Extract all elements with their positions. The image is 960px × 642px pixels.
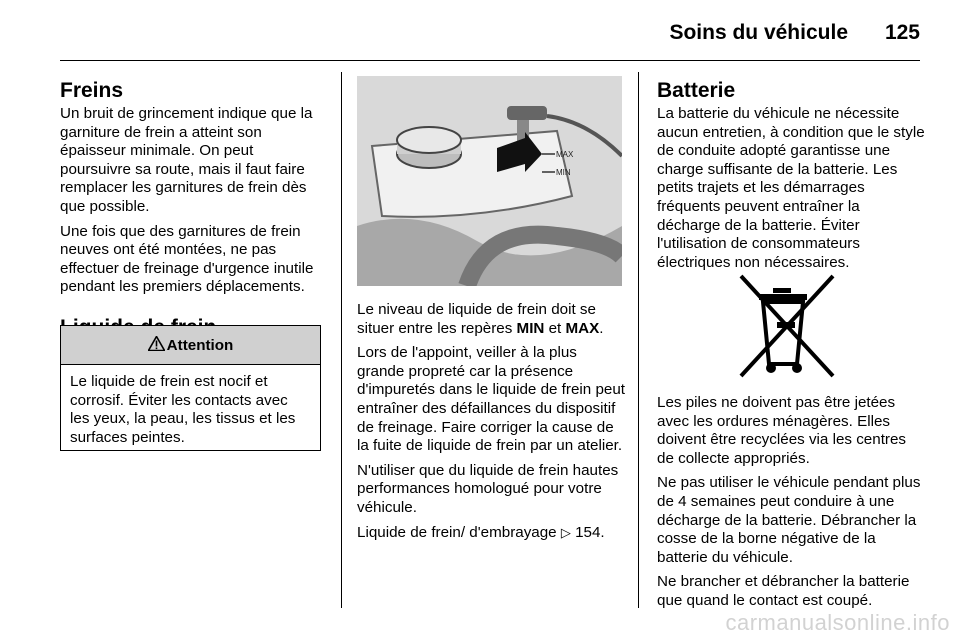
warning-header [61,326,320,365]
brake-level-paragraph: Le niveau de liquide de frein doit se situer entre les repères MIN et MAX. [357,301,604,337]
brake-fluid-reservoir-photo [357,76,622,286]
middle-column [357,301,625,548]
page-header-title: Soins du véhicule [669,21,848,44]
column-divider-left [341,72,342,608]
refill-paragraph: Lors de l'appoint, veiller à la plus grande propreté car la présence d'impuretés dans le liquide de frein peut entraîner des défaillances du dispositif de freinage. Faire corriger la cause de la fuite de liquide de frein par un atelier. [357,344,626,455]
section-title-freins: Freins [60,79,124,102]
fluid-type-paragraph: N'utiliser que du liquide de frein hautes performances homologué pour votre véhicule. [357,461,619,516]
section-title-batterie: Batterie [657,79,736,102]
batterie-paragraph-3: Ne pas utiliser le véhicule pendant plus de 4 semaines peut conduire à une décharge de la batterie. Débrancher la cosse de la borne négative de la batterie du véhicule. [657,474,921,566]
batterie-paragraph-2: Les piles ne doivent pas être jetées avec les ordures ménagères. Elles doivent être recyclées via les centres de collecte appropriés. [657,394,907,467]
min-mark: MIN [516,319,545,337]
max-mark: MAX [565,319,600,337]
photo-min-label: MIN [556,168,571,177]
photo-max-label: MAX [556,150,574,159]
reference-arrow-icon: ▷ [560,524,571,540]
page-number: 125 [884,21,920,44]
warning-box [60,325,321,451]
freins-paragraph-2: Une fois que des garnitures de frein neuves ont été montées, ne pas effectuer de freinage d'urgence inutile pendant les premiers déplacements. [60,222,314,296]
batterie-paragraph-1: La batterie du véhicule ne nécessite aucun entretien, à condition que le style de conduite adopté garantisse une charge suffisante de la batterie. Les petits trajets et les démarrages fréquents peuvent entraîner la décharge de la batterie. Éviter l'utilisation de consommateurs électriques non nécessaires. [657,105,925,271]
warning-triangle-icon [148,336,165,355]
watermark: carmanualsonline.info [725,610,950,635]
right-column [657,78,927,278]
warning-text: Le liquide de frein est nocif et corrosif. Éviter les contacts avec les yeux, la peau, les tissus et les surfaces peintes. [70,373,296,446]
batterie-paragraph-4: Ne brancher et débrancher la batterie que quand le contact est coupé. [657,573,910,609]
crossed-out-wheelie-bin-icon [733,272,839,379]
header-rule [60,60,920,61]
warning-title: Attention [166,336,234,354]
cross-reference: Liquide de frein/ d'embrayage ▷ 154. [357,523,605,541]
freins-paragraph-1: Un bruit de grincement indique que la garniture de frein a atteint son épaisseur minimale. On peut poursuivre sa route, mais il faut faire remplacer les garnitures de frein dès que possible. [60,105,313,215]
left-column [60,78,326,341]
column-divider-right [638,72,639,608]
right-column-lower [657,394,927,617]
